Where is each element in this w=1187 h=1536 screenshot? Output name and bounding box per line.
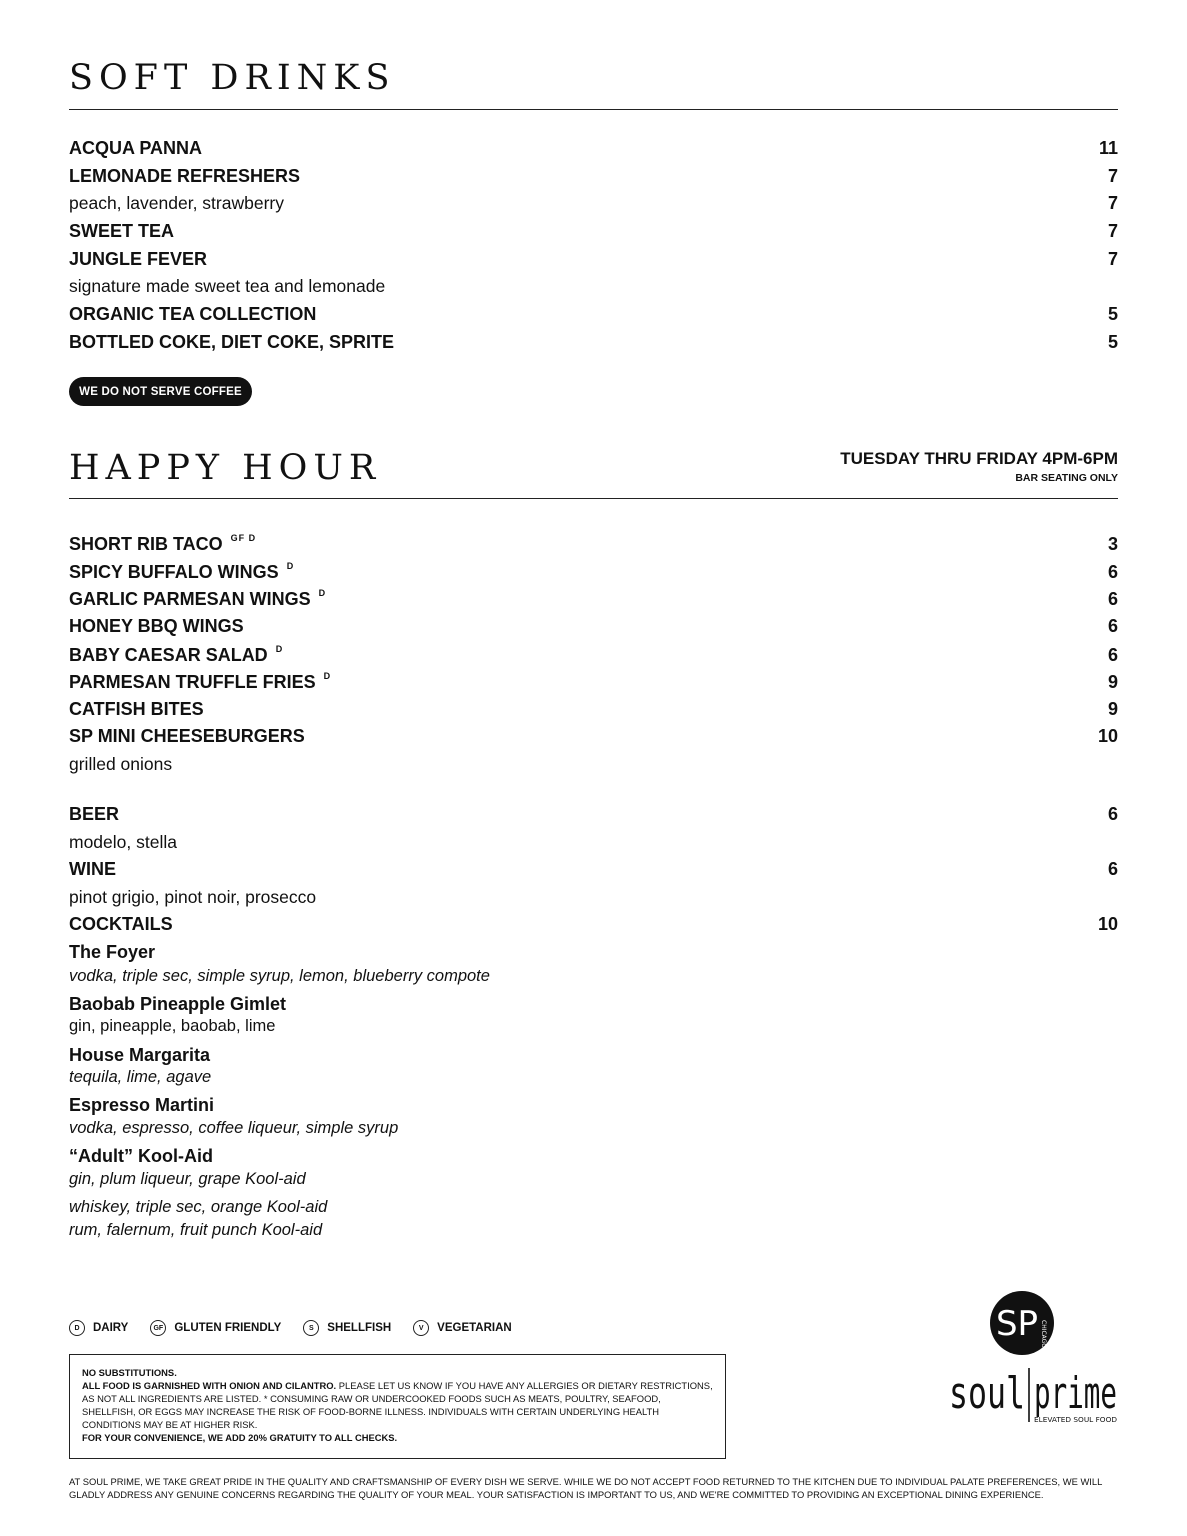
legend-label: VEGETARIAN — [437, 1322, 512, 1334]
cocktail-description: vodka, triple sec, simple syrup, lemon, blueberry compote — [69, 967, 490, 985]
notice-substitutions: NO SUBSTITUTIONS. — [82, 1367, 177, 1378]
soul-prime-logo — [946, 1290, 1121, 1425]
item-price: 7 — [1107, 166, 1118, 186]
diet-tag: GF D — [230, 533, 257, 543]
item-price: 11 — [1098, 138, 1118, 158]
item-name: BABY CAESAR SALAD — [69, 645, 268, 665]
menu-item — [69, 138, 1118, 159]
menu-item — [69, 332, 1118, 353]
item-name: ORGANIC TEA COLLECTION — [69, 304, 317, 324]
item-price: 6 — [1107, 645, 1118, 665]
legend-item-shellfish — [303, 1320, 391, 1336]
menu-item — [69, 304, 1118, 325]
item-name: ACQUA PANNA — [69, 138, 202, 158]
legend-label: DAIRY — [93, 1322, 129, 1334]
item-name: LEMONADE REFRESHERS — [69, 166, 301, 186]
cocktail-description: tequila, lime, agave — [69, 1068, 212, 1086]
cocktail-name: Espresso Martini — [69, 1095, 215, 1115]
cocktail-name: House Margarita — [69, 1045, 211, 1065]
cocktail-description: whiskey, triple sec, orange Kool-aid — [69, 1198, 328, 1216]
item-name: SP MINI CHEESEBURGERS — [69, 726, 305, 746]
item-price: 7 — [1107, 221, 1118, 241]
item-name: GARLIC PARMESAN WINGS — [69, 589, 311, 609]
gluten-friendly-icon: GF — [150, 1320, 166, 1336]
item-name: BOTTLED COKE, DIET COKE, SPRITE — [69, 332, 395, 352]
item-price: 9 — [1107, 672, 1118, 692]
item-name: BEER — [69, 804, 120, 824]
item-name: COCKTAILS — [69, 914, 173, 934]
menu-item — [69, 914, 1118, 935]
item-description: grilled onions — [69, 754, 173, 774]
item-name: JUNGLE FEVER — [69, 249, 208, 269]
menu-item — [69, 533, 1118, 555]
menu-item — [69, 249, 1118, 270]
item-price: 5 — [1107, 332, 1118, 352]
menu-item — [69, 804, 1118, 825]
dairy-icon: D — [69, 1320, 85, 1336]
legend-item-vegetarian — [413, 1320, 512, 1336]
quality-footer: AT SOUL PRIME, WE TAKE GREAT PRIDE IN THE QUALITY AND CRAFTSMANSHIP OF EVERY DISH WE SERVE. WHILE WE DO NOT ACCEPT FOOD RETURNED TO THE KITCHEN DUE TO INDIVIDUAL PALATE PREFERENCES, WE WILL GLADLY ADDRESS ANY GENUINE CONCERNS REGARDING THE QUALITY OF YOUR MEAL. YOUR SATISFACTION IS IMPORTANT TO US, AND WE'RE COMMITTED TO PROVIDING AN EXCEPTIONAL DINING EXPERIENCE. — [69, 1476, 1102, 1500]
cocktail-description: vodka, espresso, coffee liqueur, simple syrup — [69, 1119, 399, 1137]
item-name: HONEY BBQ WINGS — [69, 616, 244, 636]
cocktail-name: The Foyer — [69, 942, 156, 962]
item-name: WINE — [69, 859, 116, 879]
menu-item — [69, 887, 1118, 908]
notice-gratuity: FOR YOUR CONVENIENCE, WE ADD 20% GRATUITY TO ALL CHECKS. — [82, 1432, 398, 1444]
item-price: 6 — [1107, 562, 1118, 582]
logo-word-prime: prime — [1034, 1368, 1117, 1419]
legend-label: GLUTEN FRIENDLY — [174, 1322, 282, 1334]
menu-item — [69, 276, 1118, 297]
item-description: modelo, stella — [69, 832, 177, 852]
item-description: signature made sweet tea and lemonade — [69, 276, 386, 296]
menu-item — [69, 221, 1118, 242]
cocktail-description: gin, plum liqueur, grape Kool-aid — [69, 1170, 306, 1188]
item-price: 7 — [1107, 193, 1118, 213]
dietary-legend — [69, 1320, 534, 1336]
logo-city: CHICAGO — [1040, 1320, 1047, 1349]
menu-item — [69, 166, 1118, 187]
logo-monogram: SP — [995, 1304, 1039, 1344]
item-price: 5 — [1107, 304, 1118, 324]
item-price: 3 — [1107, 534, 1118, 554]
notice-garnish: ALL FOOD IS GARNISHED WITH ONION AND CILANTRO. — [82, 1380, 337, 1392]
allergy-notice — [69, 1354, 726, 1459]
happy-hour-divider — [69, 498, 1118, 499]
menu-item — [69, 588, 1118, 610]
menu-item — [69, 832, 1118, 853]
logo-word-soul: soul — [949, 1368, 1025, 1419]
menu-item — [69, 616, 1118, 637]
happy-hour-seating: BAR SEATING ONLY — [1015, 472, 1118, 484]
item-name: SWEET TEA — [69, 221, 175, 241]
soft-drinks-title: SOFT DRINKS — [69, 58, 396, 98]
item-price: 6 — [1107, 859, 1118, 879]
item-name: PARMESAN TRUFFLE FRIES — [69, 672, 316, 692]
happy-hour-days: TUESDAY THRU FRIDAY 4PM-6PM — [840, 449, 1118, 468]
soft-drinks-divider — [69, 109, 1118, 110]
diet-tag: D — [318, 588, 327, 598]
item-description: pinot grigio, pinot noir, prosecco — [69, 887, 317, 907]
diet-tag: D — [286, 561, 295, 571]
happy-hour-title: HAPPY HOUR — [69, 448, 382, 488]
menu-item — [69, 699, 1118, 720]
item-price: 10 — [1097, 914, 1118, 934]
legend-label: SHELLFISH — [327, 1322, 392, 1334]
menu-item — [69, 644, 1118, 666]
item-price: 7 — [1107, 249, 1118, 269]
no-coffee-badge: WE DO NOT SERVE COFFEE — [69, 377, 252, 406]
menu-item — [69, 561, 1118, 583]
legend-item-dairy — [69, 1320, 128, 1336]
diet-tag: D — [323, 671, 332, 681]
cocktail-description: gin, pineapple, baobab, lime — [69, 1017, 276, 1035]
notice-allergy-text: PLEASE LET US KNOW IF YOU HAVE ANY ALLERGIES OR DIETARY RESTRICTIONS, AS NOT ALL INGREDIENTS ARE LISTED. * CONSUMING RAW OR UNDERCOOKED FOODS SUCH AS MEATS, POULTRY, SEAFOOD, SHELLFISH, OR EGGS MAY INCREASE THE RISK OF FOOD-BORNE ILLNESS. INDIVIDUALS WITH CERTAIN UNDERLYING HEALTH CONDITIONS MAY BE AT HIGHER RISK. — [82, 1380, 713, 1431]
menu-item — [69, 726, 1118, 747]
item-description: peach, lavender, strawberry — [69, 193, 284, 213]
vegetarian-icon: V — [413, 1320, 429, 1336]
item-name: SHORT RIB TACO — [69, 534, 223, 554]
item-price: 10 — [1097, 726, 1118, 746]
diet-tag: D — [275, 644, 284, 654]
legend-item-gluten-friendly — [150, 1320, 281, 1336]
cocktail-description: rum, falernum, fruit punch Kool-aid — [69, 1221, 323, 1239]
menu-item — [69, 193, 1118, 214]
cocktail-name: “Adult” Kool-Aid — [69, 1146, 213, 1166]
item-price: 6 — [1107, 616, 1118, 636]
menu-item — [69, 671, 1118, 693]
shellfish-icon: S — [303, 1320, 319, 1336]
item-price: 6 — [1107, 589, 1118, 609]
logo-tagline: ELEVATED SOUL FOOD — [1034, 1416, 1117, 1424]
item-price: 9 — [1107, 699, 1118, 719]
item-name: CATFISH BITES — [69, 699, 204, 719]
item-name: SPICY BUFFALO WINGS — [69, 562, 279, 582]
cocktail-name: Baobab Pineapple Gimlet — [69, 994, 287, 1014]
menu-item — [69, 754, 1118, 775]
menu-item — [69, 859, 1118, 880]
item-price: 6 — [1107, 804, 1118, 824]
